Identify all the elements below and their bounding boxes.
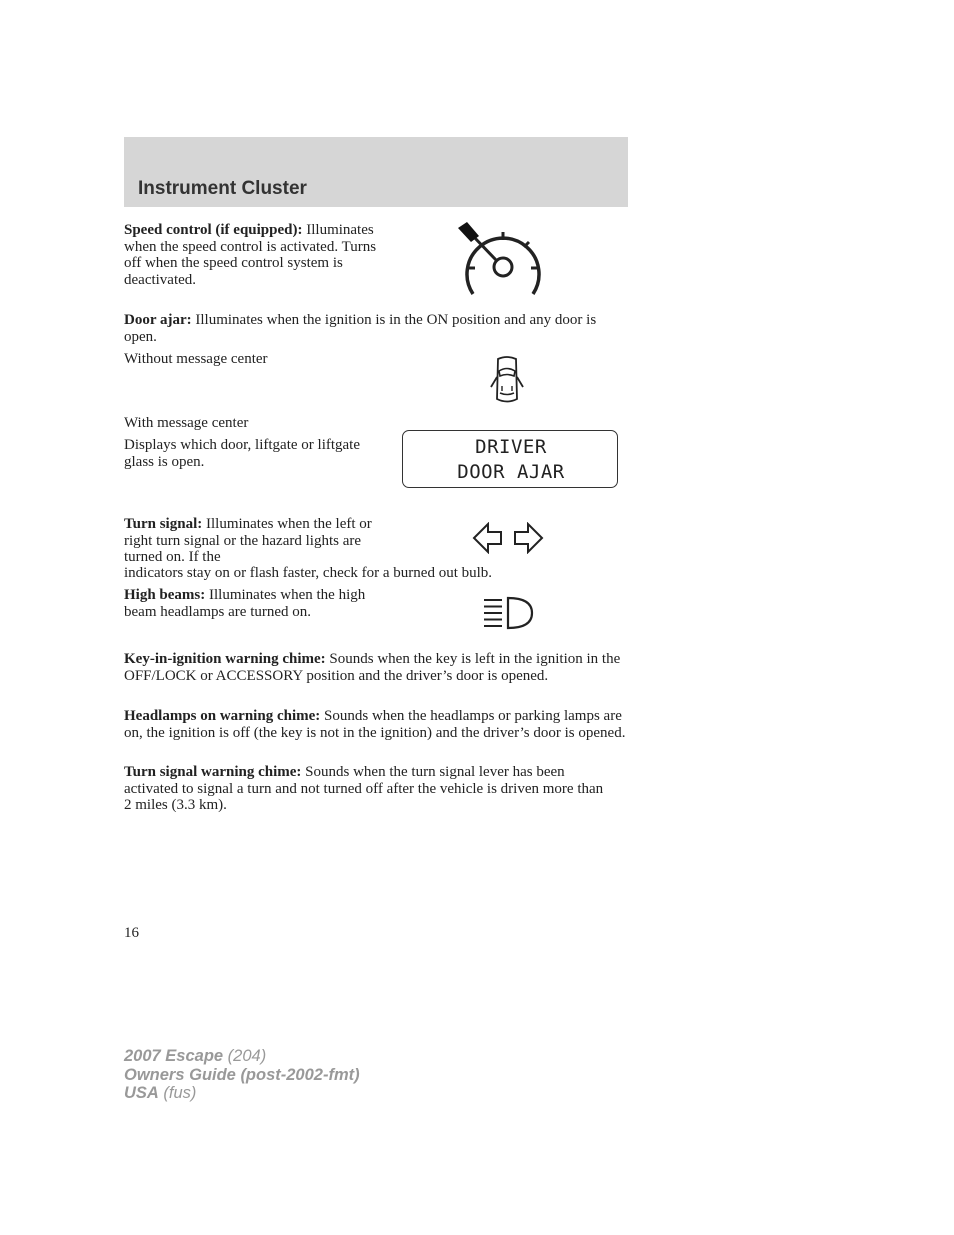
- door-ajar-term: Door ajar:: [124, 312, 192, 328]
- key-chime-paragraph: [124, 651, 628, 684]
- footer-model-code: (204): [223, 1047, 267, 1065]
- footer-market-code: (fus): [158, 1084, 197, 1102]
- turn-signal-text-visible: Illuminates when the left or right turn signal or the hazard lights are turned on. If the: [124, 516, 372, 565]
- high-beams-text: Illuminates when the high beam headlamps are turned on.: [124, 587, 366, 620]
- footer-guide: Owners Guide (post-2002-fmt): [124, 1065, 360, 1084]
- section-title: Instrument Cluster: [138, 178, 307, 199]
- turn-signal-arrows-icon: [472, 522, 544, 554]
- display-line-1: DRIVER: [475, 436, 547, 458]
- turn-signal-term: Turn signal:: [124, 516, 203, 532]
- turn-chime-text: Sounds when the turn signal lever has been activated to signal a turn and not turned off after the vehicle is driven more than 2 miles (3.3 km).: [124, 764, 604, 813]
- speed-control-paragraph: [124, 222, 384, 288]
- page-number: 16: [124, 925, 139, 941]
- key-chime-term: Key-in-ignition warning chime:: [124, 651, 326, 667]
- high-beams-term: High beams:: [124, 587, 206, 603]
- door-ajar-text: Illuminates when the ignition is in the ON position and any door is open.: [124, 312, 597, 345]
- without-message-center-label: Without message center: [124, 351, 268, 367]
- key-chime-text: Sounds when the key is left in the ignition in the OFF/LOCK or ACCESSORY position and the driver’s door is opened.: [124, 651, 621, 684]
- with-message-center-text: Displays which door, liftgate or liftgate glass is open.: [124, 437, 361, 470]
- speed-control-text: Illuminates when the speed control is activated. Turns off when the speed control system is deactivated.: [124, 222, 377, 288]
- turn-signal-paragraph-end: indicators stay on or flash faster, check for a burned out bulb.: [124, 565, 493, 581]
- message-center-display: [402, 430, 618, 488]
- turn-chime-paragraph: [124, 764, 614, 814]
- footer-model: 2007 Escape: [124, 1047, 224, 1065]
- door-ajar-paragraph: [124, 312, 628, 345]
- document-footer: [124, 1047, 360, 1103]
- door-ajar-car-icon: [489, 355, 525, 405]
- turn-signal-paragraph: [124, 516, 374, 566]
- turn-chime-term: Turn signal warning chime:: [124, 764, 302, 780]
- footer-market: USA: [124, 1084, 159, 1102]
- headlamps-chime-text: Sounds when the headlamps or parking lamps are on, the ignition is off (the key is not in the ignition) and the driver’s door is opened.: [124, 708, 626, 741]
- high-beams-paragraph: [124, 587, 384, 620]
- display-line-2: DOOR AJAR: [457, 461, 565, 483]
- speedometer-arrow-icon: [455, 222, 547, 302]
- with-message-center-label: With message center: [124, 415, 249, 431]
- speed-control-term: Speed control (if equipped):: [124, 222, 303, 238]
- headlamps-chime-term: Headlamps on warning chime:: [124, 708, 321, 724]
- high-beam-icon: [482, 596, 534, 630]
- headlamps-chime-paragraph: [124, 708, 628, 741]
